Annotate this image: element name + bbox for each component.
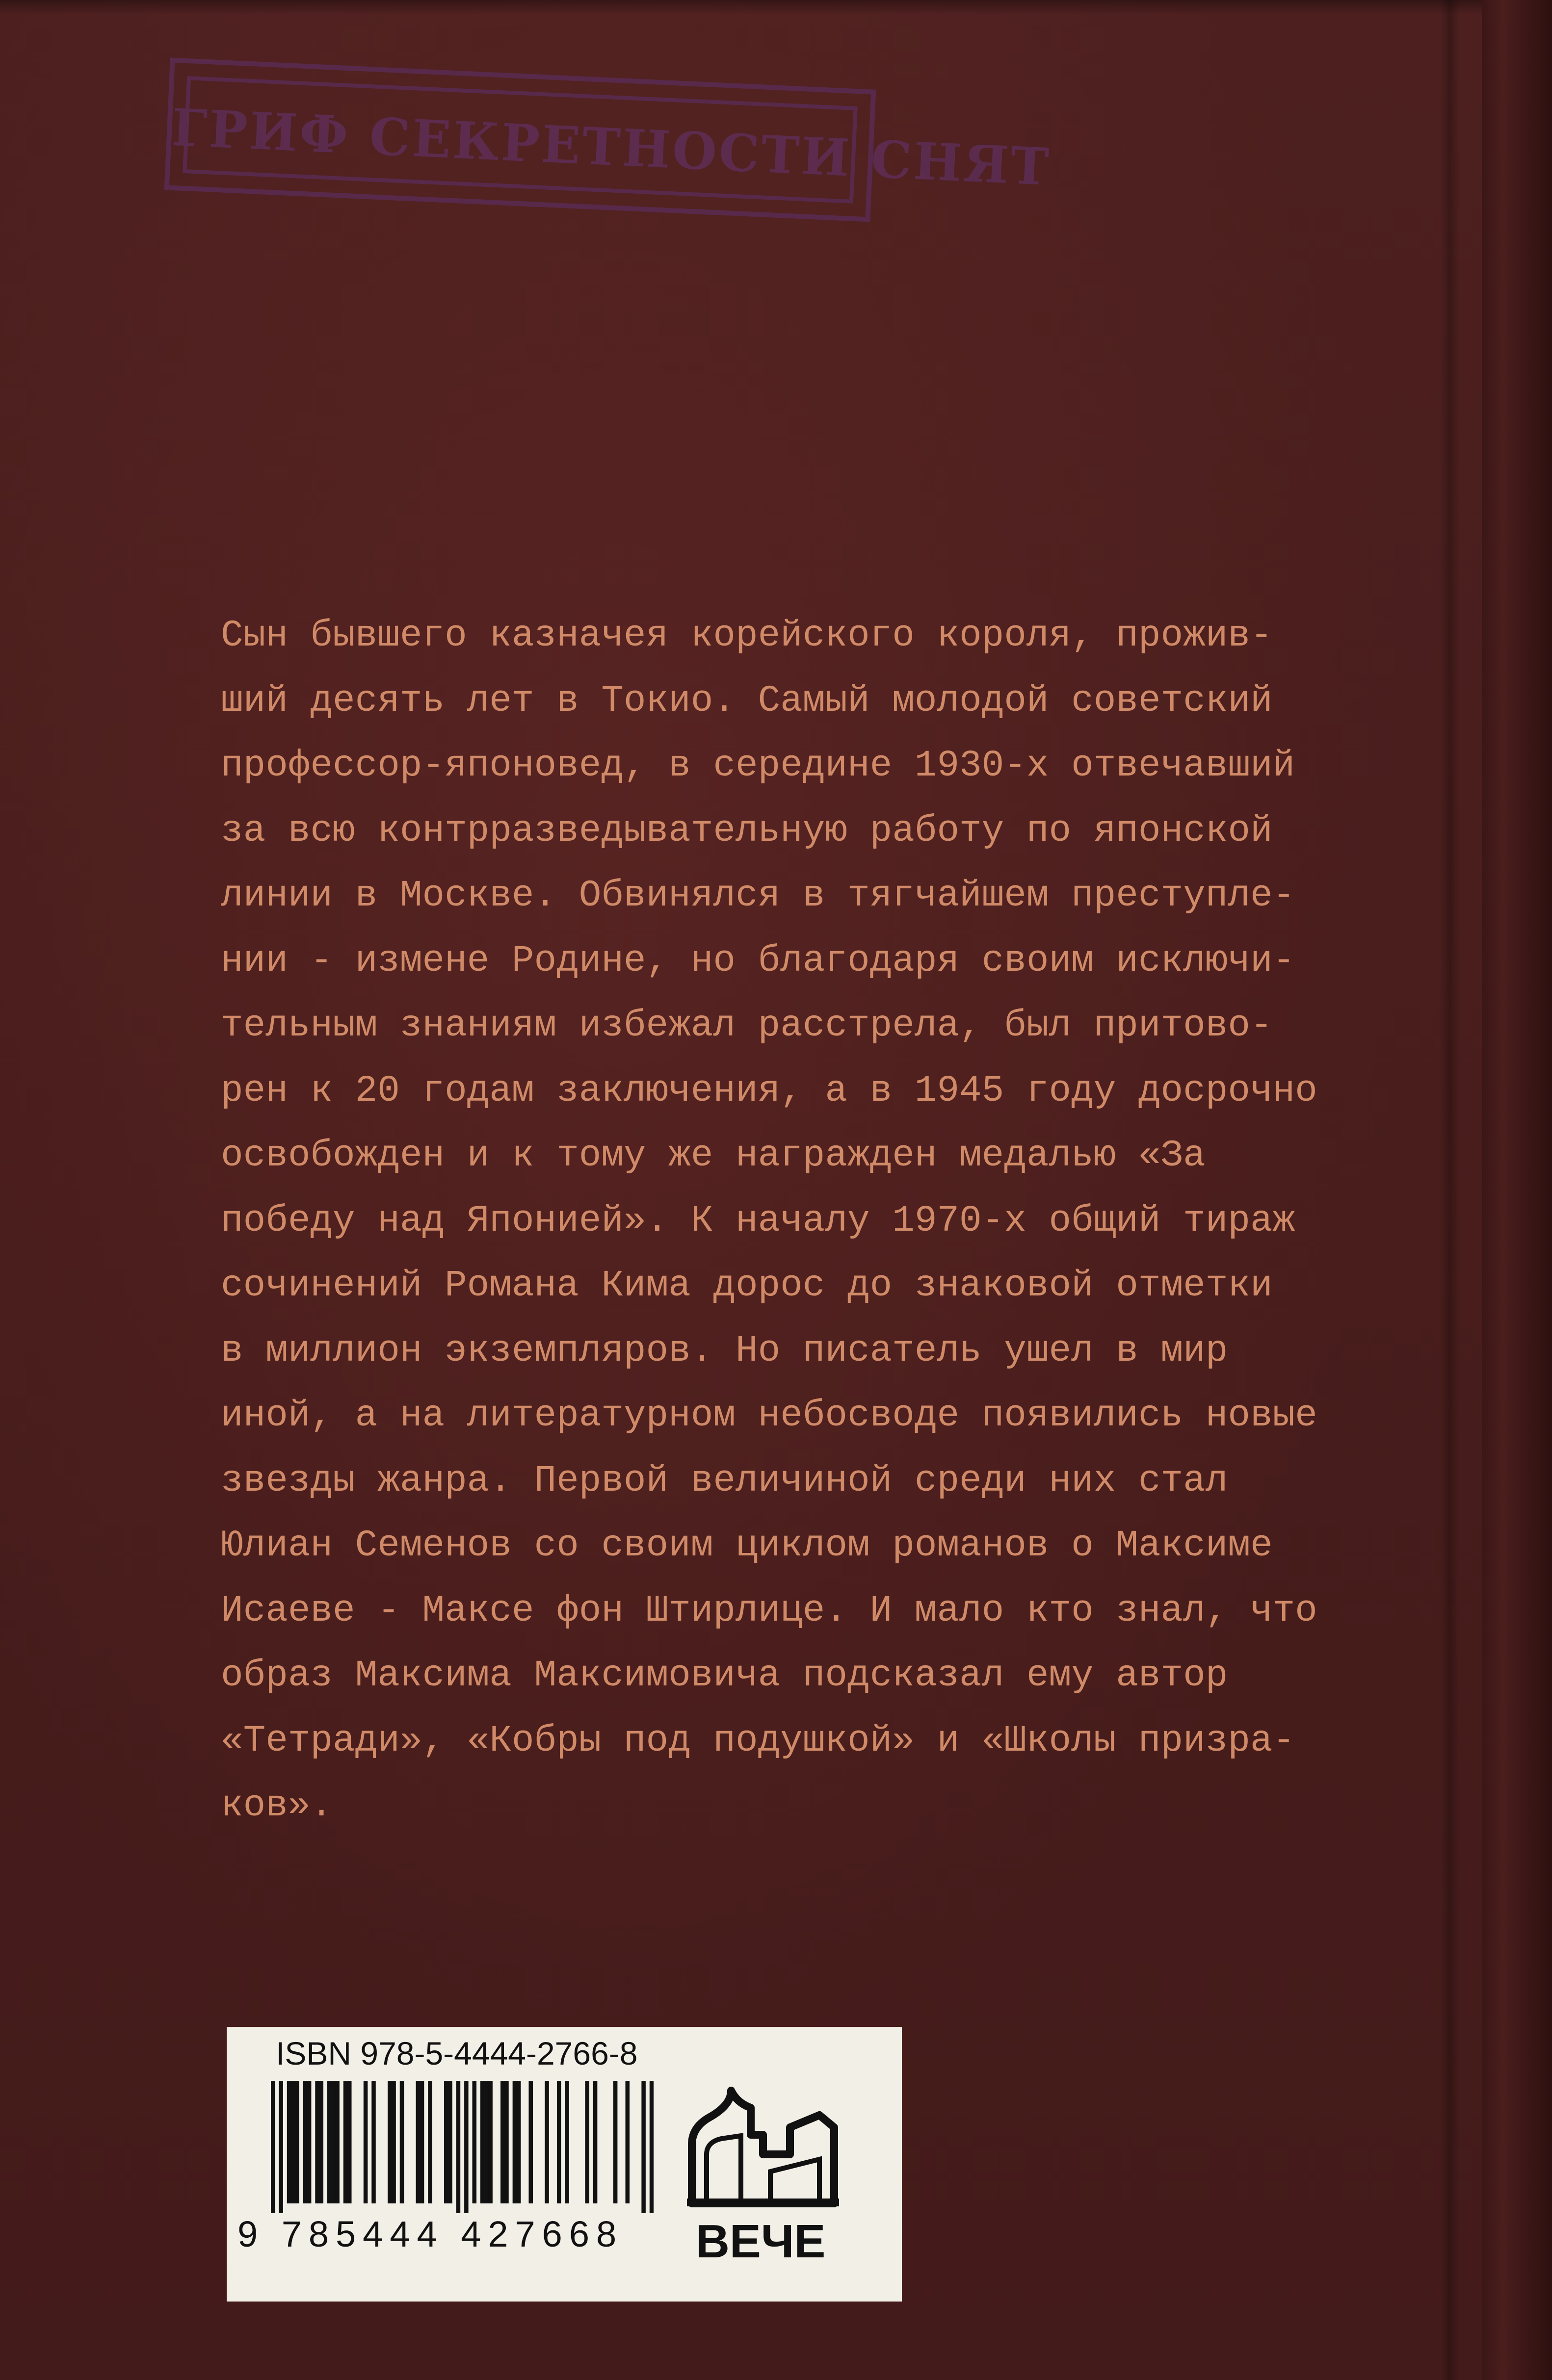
barcode-bar	[500, 2081, 505, 2203]
barcode-bar	[484, 2081, 489, 2203]
blurb-line: звезды жанра. Первой величиной среди них стал	[221, 1459, 1228, 1502]
barcode-bar	[319, 2081, 324, 2203]
barcode-bar	[428, 2081, 432, 2203]
barcode-bar	[343, 2081, 348, 2203]
barcode-bar	[416, 2081, 421, 2203]
blurb-line: тельным знаниям избежал расстрела, был притово-	[221, 1005, 1273, 1047]
barcode-bar	[528, 2081, 533, 2203]
blurb-line: Сын бывшего казначея корейского короля, прожив-	[221, 615, 1273, 657]
barcode-bar	[364, 2081, 368, 2203]
barcode-bar	[650, 2081, 654, 2213]
barcode-bar	[504, 2081, 509, 2203]
blurb-line: профессор-японовед, в середине 1930-х отвечавший	[221, 745, 1295, 787]
barcode-bar	[456, 2081, 461, 2213]
barcode-bar	[565, 2081, 569, 2203]
barcode-bar	[480, 2081, 485, 2203]
barcode-bar	[331, 2081, 336, 2203]
barcode-bar	[473, 2081, 477, 2203]
barcode	[271, 2081, 654, 2213]
barcode-bar	[291, 2081, 295, 2203]
barcode-bar	[593, 2081, 598, 2203]
blurb-line: Исаеве - Максе фон Штирлице. И мало кто знал, что	[221, 1589, 1317, 1632]
barcode-bar	[613, 2081, 618, 2203]
publisher-logo-icon	[687, 2091, 839, 2206]
isbn-number: ISBN 978-5-4444-2766-8	[276, 2035, 638, 2071]
blurb-line: «Тетради», «Кобры под подушкой» и «Школы призра-	[221, 1719, 1295, 1762]
barcode-bar	[388, 2081, 392, 2203]
barcode-bar	[448, 2081, 452, 2203]
spine-edge	[1482, 0, 1552, 2380]
barcode-bar	[307, 2081, 312, 2203]
blurb-line: победу над Японией». К началу 1970-х общий тираж	[221, 1199, 1295, 1242]
barcode-bar	[335, 2081, 340, 2203]
barcode-bar	[271, 2081, 275, 2213]
barcode-bar	[626, 2081, 630, 2203]
barcode-bar	[641, 2081, 646, 2213]
barcode-bar	[545, 2081, 549, 2203]
blurb-line: ший десять лет в Токио. Самый молодой советский	[221, 679, 1273, 722]
barcode-bar	[400, 2081, 404, 2203]
blurb-line: линии в Москве. Обвинялся в тягчайшем преступле-	[221, 875, 1295, 917]
publisher-logo	[672, 2081, 849, 2267]
blurb-line: образ Максима Максимовича подсказал ему автор	[221, 1655, 1228, 1697]
stamp-text: ГРИФ СЕКРЕТНОСТИ СНЯТ	[170, 97, 1052, 198]
barcode-bar	[392, 2081, 396, 2203]
blurb-line: освобожден и к тому же награжден медалью «За	[221, 1135, 1206, 1177]
publisher-name: ВЕЧЕ	[695, 2215, 826, 2267]
barcode-bar	[295, 2081, 299, 2203]
barcode-bar	[517, 2081, 521, 2203]
barcode-bar	[464, 2081, 469, 2213]
barcode-bar	[585, 2081, 589, 2203]
barcode-bar	[444, 2081, 448, 2203]
barcode-bar	[347, 2081, 352, 2203]
barcode-bar	[420, 2081, 424, 2203]
barcode-bar	[315, 2081, 319, 2203]
blurb-line: рен к 20 годам заключения, а в 1945 году досрочно	[221, 1069, 1317, 1112]
barcode-digits: 9 785444 427668	[237, 2214, 624, 2254]
blurb-line: нии - измене Родине, но благодаря своим исключи-	[221, 939, 1295, 982]
cover-top-edge	[0, 0, 1552, 15]
declassified-stamp	[164, 57, 1052, 222]
barcode-bar	[513, 2081, 517, 2203]
blurb-line: в миллион экземпляров. Но писатель ушел в мир	[221, 1329, 1228, 1372]
barcode-bar	[557, 2081, 561, 2203]
blurb-line: ков».	[221, 1785, 333, 1827]
barcode-bar	[303, 2081, 308, 2203]
barcode-bar	[327, 2081, 332, 2203]
blurb-line: за всю контрразведывательную работу по японской	[221, 809, 1273, 852]
isbn-label	[227, 2027, 902, 2302]
blurb-line: сочинений Романа Кима дорос до знаковой отметки	[221, 1265, 1273, 1307]
barcode-bar	[488, 2081, 493, 2203]
barcode-bar	[279, 2081, 283, 2213]
spine-groove	[1440, 0, 1460, 2380]
barcode-bar	[287, 2081, 291, 2203]
barcode-bar	[371, 2081, 376, 2203]
blurb-text	[221, 603, 1315, 1838]
blurb-line: Юлиан Семенов со своим циклом романов о Максиме	[221, 1525, 1273, 1567]
blurb-line: иной, а на литературном небосводе появились новые	[221, 1395, 1317, 1437]
